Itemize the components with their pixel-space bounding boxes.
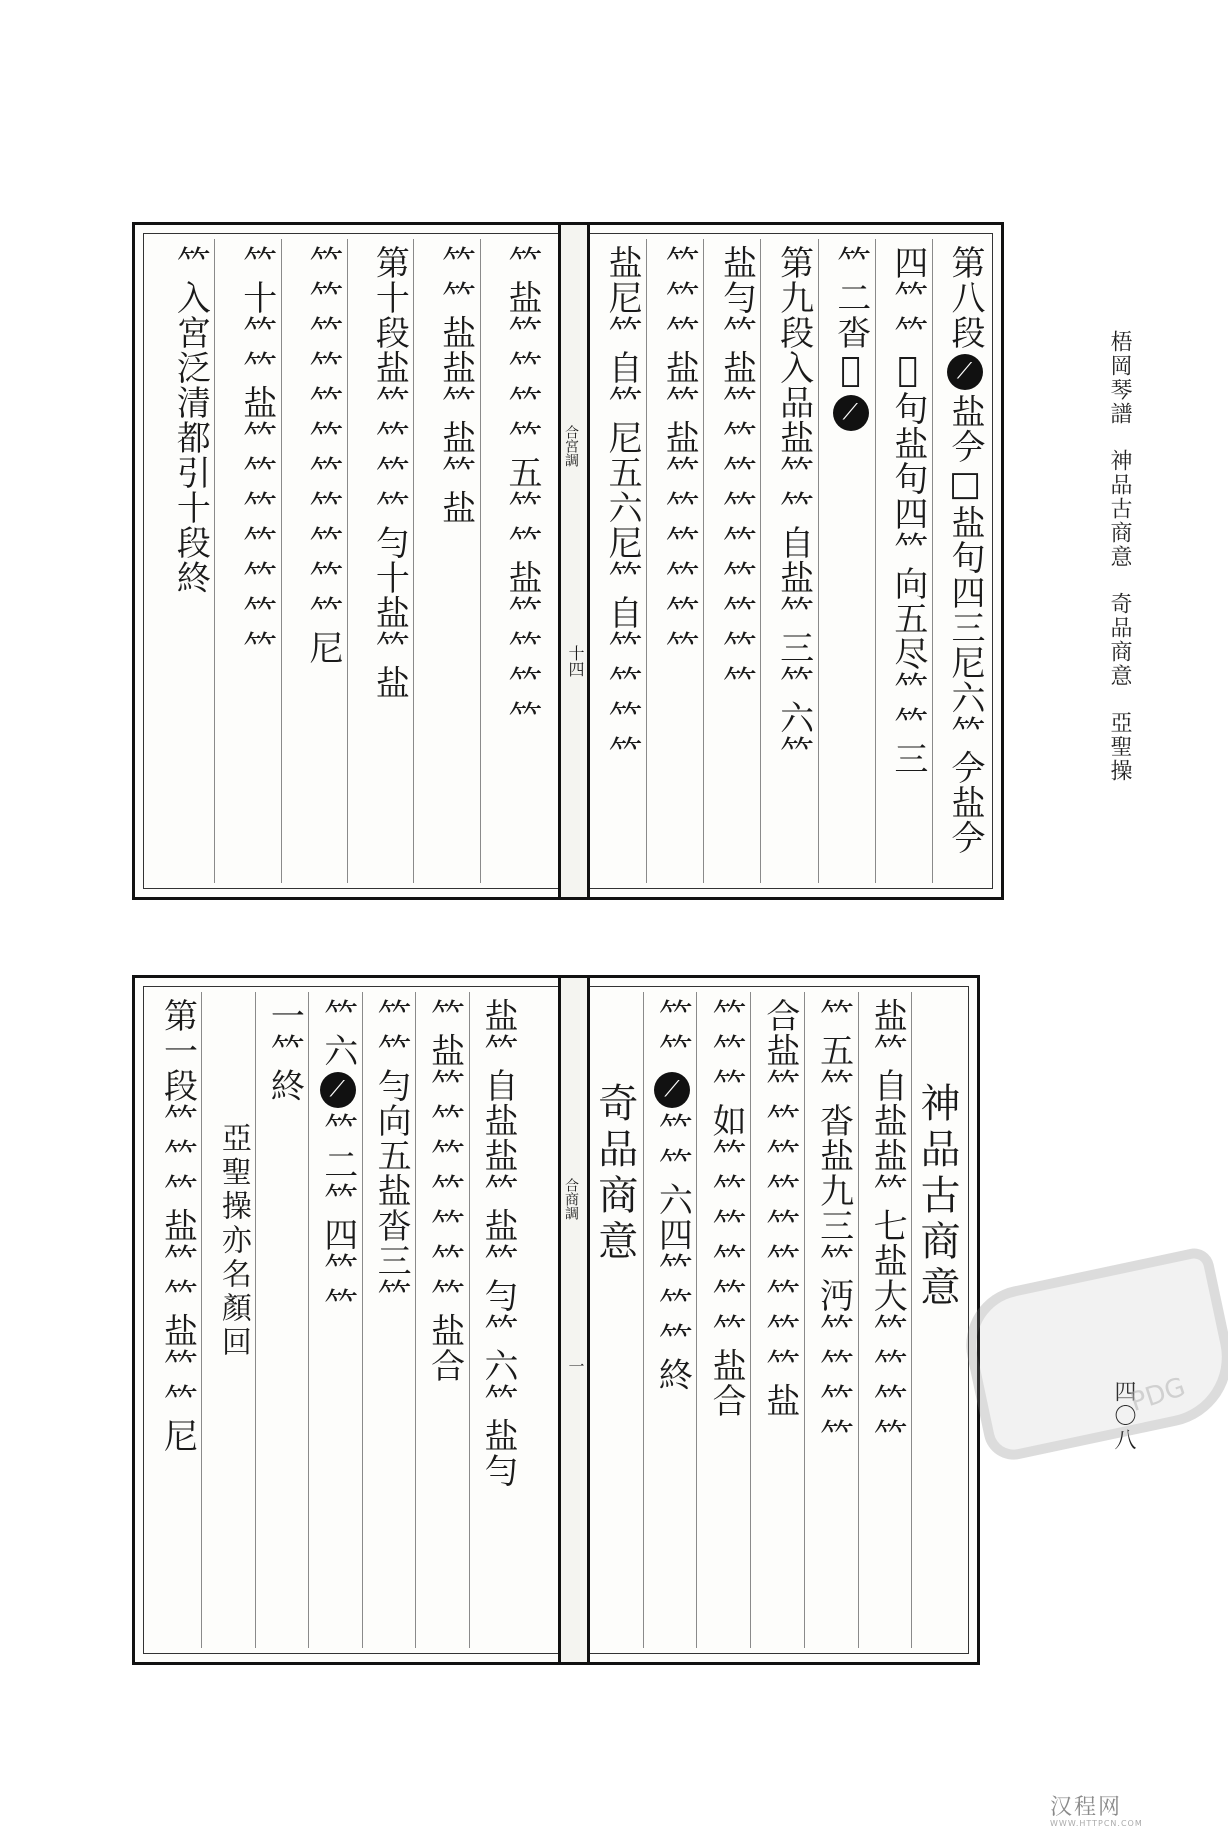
header-section-2: 奇品商意 bbox=[1107, 592, 1132, 688]
column-text: 四𥫗𥫗𠀉句盐句四𥫗向五尽𥫗𥫗三 bbox=[887, 245, 928, 776]
bottom-right-column-1 bbox=[911, 992, 965, 1648]
column-text: 盐勻𥫗盐𥫗𥫗𥫗𥫗𥫗𥫗𥫗𥫗𥫗 bbox=[716, 245, 757, 700]
top-right-column-4 bbox=[760, 239, 817, 883]
column-text: 一𥫗終 bbox=[264, 998, 305, 1103]
bottom-left-page bbox=[149, 992, 522, 1648]
top-right-page bbox=[590, 239, 989, 883]
circle-mark-icon: ⟋ bbox=[320, 1072, 356, 1108]
column-text: 盐𫝆□盐句四三尼六𥫗𫝆盐𫝆 bbox=[945, 394, 985, 855]
top-right-column-5 bbox=[703, 239, 760, 883]
running-header bbox=[1108, 330, 1130, 797]
site-logo-text: 汉程网 bbox=[1050, 1795, 1123, 1820]
bottom-right-column-6 bbox=[643, 992, 697, 1648]
top-left-column-6 bbox=[149, 239, 214, 883]
bottom-left-column-5 bbox=[255, 992, 308, 1648]
column-text: 盐𥫗自盐盐𥫗七盐大𥫗𥫗𥫗𥫗 bbox=[867, 998, 908, 1453]
bottom-right-column-2 bbox=[858, 992, 912, 1648]
top-spread bbox=[132, 222, 1004, 900]
top-right-column-7 bbox=[590, 239, 646, 883]
column-text: 𥫗入宮泛清都引十段終 bbox=[170, 245, 211, 595]
bottom-right-column-4 bbox=[750, 992, 804, 1648]
column-text: 𥫗盐𥫗𥫗𥫗𥫗五𥫗𥫗盐𥫗𥫗𥫗𥫗 bbox=[502, 245, 542, 735]
column-text: 𥫗五𥫗沓盐九三𥫗沔𥫗𥫗𥫗𥫗 bbox=[813, 998, 854, 1453]
circle-mark-icon: ⟋ bbox=[947, 354, 983, 390]
bottom-right-column-5 bbox=[696, 992, 750, 1648]
header-section-3: 亞聖操 bbox=[1107, 711, 1132, 783]
page-number: 四〇八 bbox=[1111, 1380, 1136, 1452]
top-left-column-3 bbox=[347, 239, 413, 883]
column-text: 亞聖操亦名顏回 bbox=[215, 1122, 251, 1360]
column-text: 𥫗二沓𠀉 bbox=[830, 245, 871, 391]
column-text: 合盐𥫗𥫗𥫗𥫗𥫗𥫗𥫗𥫗𥫗盐 bbox=[759, 998, 800, 1418]
column-text: 𥫗二𥫗四𥫗𥫗 bbox=[317, 1112, 358, 1322]
column-text: 第八段 bbox=[945, 245, 985, 350]
column-text: 第一段𥫗𥫗𥫗盐𥫗𥫗盐𥫗𥫗尼 bbox=[157, 998, 198, 1453]
circle-mark-icon: ⟋ bbox=[654, 1072, 690, 1108]
top-right-column-2 bbox=[875, 239, 932, 883]
column-text: 𥫗𥫗𥫗盐𥫗盐𥫗𥫗𥫗𥫗𥫗𥫗 bbox=[659, 245, 700, 665]
bottom-left-column-2 bbox=[415, 992, 468, 1648]
top-right-column-1 bbox=[932, 239, 989, 883]
column-text: 𥫗𥫗 bbox=[652, 998, 693, 1068]
bottom-right-page bbox=[590, 992, 965, 1648]
bottom-left-column-6 bbox=[201, 992, 254, 1648]
watermark-seal bbox=[955, 1245, 1228, 1465]
top-right-column-6 bbox=[646, 239, 703, 883]
column-text: 盐尼𥫗自𥫗尼五六尼𥫗自𥫗𥫗𥫗𥫗 bbox=[602, 245, 643, 770]
top-fold-label: 合宮調 bbox=[563, 425, 579, 467]
column-text: 𥫗盐𥫗𥫗𥫗𥫗𥫗𥫗𥫗盐合 bbox=[424, 998, 465, 1383]
bottom-left-column-7 bbox=[149, 992, 201, 1648]
site-logo-url: WWW.HTTPCN.COM bbox=[1050, 1819, 1143, 1828]
column-text: 𥫗六 bbox=[317, 998, 358, 1068]
bottom-right-column-7 bbox=[590, 992, 643, 1648]
top-fold-number: 十四 bbox=[566, 645, 585, 677]
column-text: 第十段盐𥫗𥫗𥫗𥫗勻十盐𥫗盐 bbox=[369, 245, 410, 700]
column-text: 𥫗𥫗𥫗𥫗𥫗𥫗𥫗𥫗𥫗𥫗𥫗尼 bbox=[303, 245, 344, 665]
top-left-column-1 bbox=[480, 239, 546, 883]
top-left-column-4 bbox=[281, 239, 347, 883]
top-left-column-2 bbox=[413, 239, 479, 883]
top-left-column-5 bbox=[214, 239, 280, 883]
header-section-1: 神品古商意 bbox=[1107, 449, 1132, 569]
column-text: 神品古商意 bbox=[914, 1082, 960, 1312]
column-text: 第九段入品盐𥫗𥫗自盐𥫗三𥫗六𥫗 bbox=[773, 245, 814, 770]
header-book-title: 梧岡琴譜 bbox=[1107, 330, 1132, 426]
circle-mark-icon: ⟋ bbox=[833, 395, 869, 431]
column-text: 盐𥫗自盐盐𥫗盐𥫗勻𥫗六𥫗盐勻 bbox=[478, 998, 518, 1488]
bottom-left-column-3 bbox=[362, 992, 415, 1648]
column-text: 𥫗十𥫗𥫗盐𥫗𥫗𥫗𥫗𥫗𥫗𥫗 bbox=[236, 245, 277, 665]
site-logo bbox=[1050, 1790, 1143, 1828]
bottom-right-column-3 bbox=[804, 992, 858, 1648]
bottom-left-column-4 bbox=[308, 992, 361, 1648]
bottom-fold-number: 一 bbox=[566, 1358, 585, 1374]
top-left-page bbox=[149, 239, 546, 883]
top-fold-strip bbox=[558, 225, 590, 897]
top-right-column-3 bbox=[818, 239, 875, 883]
column-text: 𥫗𥫗六四𥫗𥫗𥫗終 bbox=[652, 1112, 693, 1392]
column-text: 𥫗𥫗盐盐𥫗盐𥫗盐 bbox=[435, 245, 476, 525]
column-text: 𥫗𥫗勻向五盐沓三𥫗 bbox=[371, 998, 412, 1313]
bottom-fold-label: 合商調 bbox=[563, 1178, 579, 1220]
bottom-left-column-1 bbox=[469, 992, 522, 1648]
bottom-spread bbox=[132, 975, 980, 1665]
bottom-fold-strip bbox=[558, 978, 590, 1662]
column-text: 𥫗𥫗𥫗如𥫗𥫗𥫗𥫗𥫗𥫗盐合 bbox=[706, 998, 747, 1418]
column-text: 奇品商意 bbox=[591, 1082, 638, 1266]
watermark-text: PDG bbox=[1126, 1372, 1190, 1418]
